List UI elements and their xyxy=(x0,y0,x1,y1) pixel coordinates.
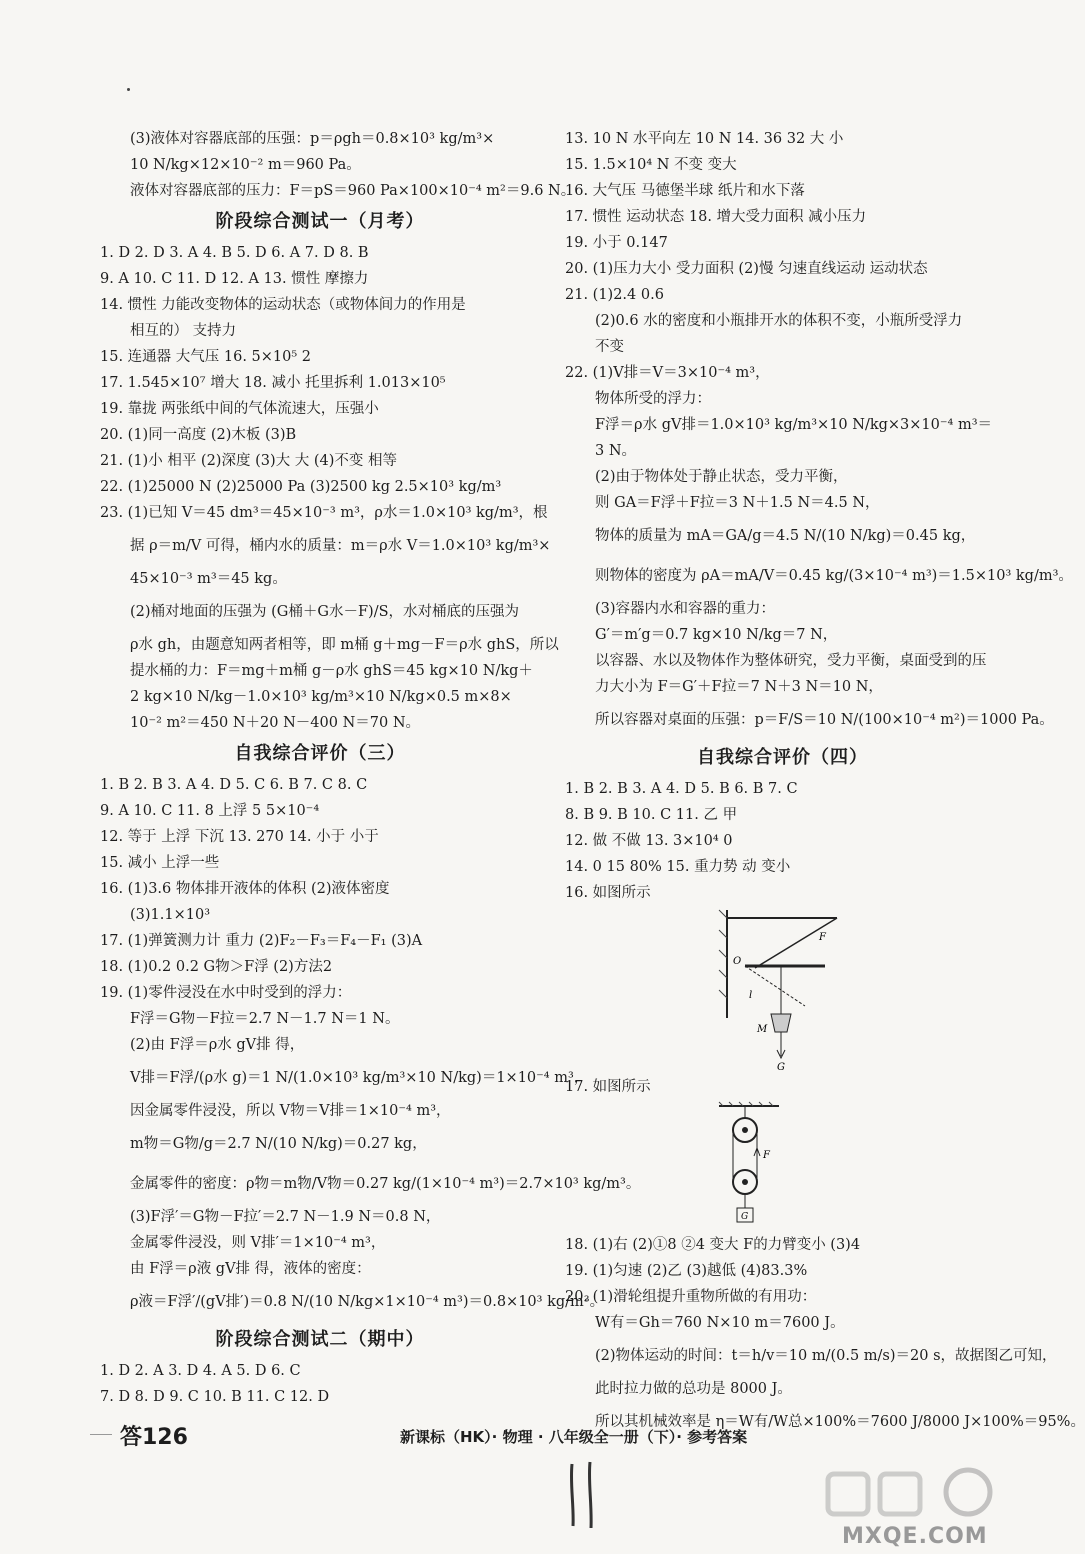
answer-line: (3)容器内水和容器的重力： xyxy=(595,601,776,617)
answer-line: 10 N/kg×12×10⁻² m＝960 Pa。 xyxy=(130,157,361,173)
answer-line: 21. (1)2.4 0.6 xyxy=(565,287,664,303)
answer-line: 由 F浮＝ρ液 gV排 得，液体的密度： xyxy=(130,1261,371,1277)
answer-line: 则 GA＝F浮＋F拉＝3 N＋1.5 N＝4.5 N， xyxy=(595,495,880,511)
answer-line: 力大小为 F＝G′＋F拉＝7 N＋3 N＝10 N， xyxy=(595,679,883,695)
answer-line: (3)液体对容器底部的压强：p＝ρgh＝0.8×10³ kg/m³× xyxy=(130,131,495,147)
watermark-text: MXQE.COM xyxy=(842,1524,988,1549)
answer-line: 18. (1)0.2 0.2 G物＞F浮 (2)方法2 xyxy=(100,959,333,975)
answer-line: 以容器、水以及物体作为整体研究，受力平衡，桌面受到的压 xyxy=(595,653,987,669)
force-label-f: F xyxy=(763,1150,770,1161)
handwritten-mark xyxy=(560,1460,610,1530)
answer-line: (2)0.6 水的密度和小瓶排开水的体积不变，小瓶所受浮力 xyxy=(595,313,963,329)
weight-label-g: G xyxy=(777,1062,785,1073)
answer-line: 液体对容器底部的压力：F＝pS＝960 Pa×100×10⁻⁴ m²＝9.6 N。 xyxy=(130,183,576,199)
pulley-diagram xyxy=(715,1100,795,1232)
force-label-f: F xyxy=(819,932,826,943)
answer-line: 22. (1)25000 N (2)25000 Pa (3)2500 kg 2.5×10³ kg/m³ xyxy=(100,479,502,495)
right-column xyxy=(565,126,1085,1442)
answer-line: 16. (1)3.6 物体排开液体的体积 (2)液体密度 xyxy=(100,881,390,897)
answer-line: 22. (1)V排＝V＝3×10⁻⁴ m³， xyxy=(565,365,770,381)
answer-line: ρ液＝F浮′/(gV排′)＝0.8 N/(10 N/kg×1×10⁻⁴ m³)＝0.8×10³ kg/m³。 xyxy=(130,1294,605,1310)
scan-speck xyxy=(127,88,130,91)
answer-line: 据 ρ＝m/V 可得，桶内水的质量：m＝ρ水 V＝1.0×10³ kg/m³× xyxy=(130,538,551,554)
section-title: 自我综合评价（四） xyxy=(697,747,868,768)
answer-line: (2)由于物体处于静止状态，受力平衡， xyxy=(595,469,848,485)
section-title: 阶段综合测试一（月考） xyxy=(215,211,425,232)
answer-line: 19. (1)匀速 (2)乙 (3)越低 (4)83.3% xyxy=(565,1263,808,1279)
answer-line: 10⁻² m²＝450 N＋20 N－400 N＝70 N。 xyxy=(130,715,421,731)
answer-line: 17. (1)弹簧测力计 重力 (2)F₂－F₃＝F₄－F₁ (3)A xyxy=(100,933,423,949)
answer-line: G′＝m′g＝0.7 kg×10 N/kg＝7 N， xyxy=(595,627,838,643)
answer-line: 20. (1)同一高度 (2)木板 (3)B xyxy=(100,427,297,443)
answer-line: (3)F浮′＝G物－F拉′＝2.7 N－1.9 N＝0.8 N， xyxy=(130,1209,441,1225)
answer-line: 2 kg×10 N/kg－1.0×10³ kg/m³×10 N/kg×0.5 m×8× xyxy=(130,689,512,705)
answer-line: 所以其机械效率是 η＝W有/W总×100%＝7600 J/8000 J×100%＝95%。 xyxy=(595,1414,1085,1430)
answer-line: (2)由 F浮＝ρ水 gV排 得， xyxy=(130,1037,305,1053)
answer-line: 1. B 2. B 3. A 4. D 5. B 6. B 7. C xyxy=(565,781,798,797)
answer-line: 20. (1)压力大小 受力面积 (2)慢 匀速直线运动 运动状态 xyxy=(565,261,928,277)
answer-line: 14. 0 15 80% 15. 重力势 动 变小 xyxy=(565,859,791,875)
answer-line: 17. 惯性 运动状态 18. 增大受力面积 减小压力 xyxy=(565,209,867,225)
answer-line: 45×10⁻³ m³＝45 kg。 xyxy=(130,571,287,587)
answer-line: W有＝Gh＝760 N×10 m＝7600 J。 xyxy=(595,1315,845,1331)
answer-line: 9. A 10. C 11. D 12. A 13. 惯性 摩擦力 xyxy=(100,271,369,287)
answer-line: 金属零件浸没，则 V排′＝1×10⁻⁴ m³， xyxy=(130,1235,386,1251)
answer-line: 20. (1)滑轮组提升重物所做的有用功： xyxy=(565,1289,817,1305)
answer-line: 23. (1)已知 V＝45 dm³＝45×10⁻³ m³，ρ水＝1.0×10³ kg/m³，根 xyxy=(100,505,548,521)
mass-label-m: M xyxy=(757,1024,768,1035)
weight-label-g: G xyxy=(741,1212,749,1222)
answer-line: 8. B 9. B 10. C 11. 乙 甲 xyxy=(565,807,738,823)
page-number: 答126 xyxy=(120,1420,188,1451)
answer-line: 1. D 2. D 3. A 4. B 5. D 6. A 7. D 8. B xyxy=(100,245,369,261)
answer-line: 9. A 10. C 11. 8 上浮 5 5×10⁻⁴ xyxy=(100,803,320,819)
answer-line: 3 N。 xyxy=(595,443,637,459)
answer-line: (2)物体运动的时间：t＝h/v＝10 m/(0.5 m/s)＝20 s，故据图乙可知， xyxy=(595,1348,1057,1364)
answer-line: m物＝G物/g＝2.7 N/(10 N/kg)＝0.27 kg， xyxy=(130,1136,427,1152)
book-title: 新课标（HK）· 物理 · 八年级全一册（下）· 参考答案 xyxy=(400,1428,748,1446)
answer-line: 此时拉力做的总功是 8000 J。 xyxy=(595,1381,792,1397)
answer-line: F浮＝G物－F拉＝2.7 N－1.7 N＝1 N。 xyxy=(130,1011,400,1027)
answer-line: 相互的） 支持力 xyxy=(130,323,237,339)
pulley-figure xyxy=(715,1100,1000,1232)
page-footer xyxy=(80,1420,960,1450)
answer-line: 21. (1)小 相平 (2)深度 (3)大 大 (4)不变 相等 xyxy=(100,453,397,469)
lever-figure xyxy=(715,906,1000,1074)
section-title: 自我综合评价（三） xyxy=(234,743,406,764)
answer-line: 提水桶的力：F＝mg＋m桶 g－ρ水 ghS＝45 kg×10 N/kg＋ xyxy=(130,663,533,679)
answer-line: 所以容器对桌面的压强：p＝F/S＝10 N/(100×10⁻⁴ m²)＝1000 Pa。 xyxy=(595,712,1054,728)
answer-line: 19. (1)零件浸没在水中时受到的浮力： xyxy=(100,985,352,1001)
section-title: 阶段综合测试二（期中） xyxy=(215,1329,425,1350)
answer-line: 15. 减小 上浮一些 xyxy=(100,855,220,871)
answer-line: 1. D 2. A 3. D 4. A 5. D 6. C xyxy=(100,1363,301,1379)
answer-line: 因金属零件浸没，所以 V物＝V排＝1×10⁻⁴ m³， xyxy=(130,1103,451,1119)
answer-line: 12. 做 不做 13. 3×10⁴ 0 xyxy=(565,833,733,849)
answer-line: 则物体的密度为 ρA＝mA/V＝0.45 kg/(3×10⁻⁴ m³)＝1.5×10³ kg/m³。 xyxy=(595,568,1073,584)
answer-line: 19. 小于 0.147 xyxy=(565,235,668,251)
answer-line: 16. 如图所示 xyxy=(565,885,651,901)
answer-line: 7. D 8. D 9. C 10. B 11. C 12. D xyxy=(100,1389,330,1405)
answer-line: F浮＝ρ水 gV排＝1.0×10³ kg/m³×10 N/kg×3×10⁻⁴ m³＝ xyxy=(595,417,993,433)
answer-line: ρ水 gh，由题意知两者相等，即 m桶 g＋mg－F＝ρ水 ghS，所以 xyxy=(130,637,559,653)
answer-line: 物体所受的浮力： xyxy=(595,391,711,407)
lever-arm-label: l xyxy=(749,990,753,1001)
answer-line: 金属零件的密度：ρ物＝m物/V物＝0.27 kg/(1×10⁻⁴ m³)＝2.7×10³ kg/m³。 xyxy=(130,1176,641,1192)
answer-line: 15. 1.5×10⁴ N 不变 变大 xyxy=(565,157,737,173)
answer-line: 物体的质量为 mA＝GA/g＝4.5 N/(10 N/kg)＝0.45 kg， xyxy=(595,528,976,544)
answer-line: (3)1.1×10³ xyxy=(130,907,211,923)
answer-line: 12. 等于 上浮 下沉 13. 270 14. 小于 小于 xyxy=(100,829,379,845)
pivot-label-o: O xyxy=(733,956,742,967)
answer-line: 1. B 2. B 3. A 4. D 5. C 6. B 7. C 8. C xyxy=(100,777,368,793)
answer-line: 19. 靠拢 两张纸中间的气体流速大，压强小 xyxy=(100,401,379,417)
answer-line: 15. 连通器 大气压 16. 5×10⁵ 2 xyxy=(100,349,312,365)
answer-line: 14. 惯性 力能改变物体的运动状态（或物体间力的作用是 xyxy=(100,297,466,313)
lever-diagram xyxy=(715,906,845,1074)
answer-line: 13. 10 N 水平向左 10 N 14. 36 32 大 小 xyxy=(565,131,844,147)
answer-line: 不变 xyxy=(595,339,624,355)
answer-line: 18. (1)右 (2)①8 ②4 变大 F的力臂变小 (3)4 xyxy=(565,1237,861,1253)
answer-line: (2)桶对地面的压强为 (G桶＋G水－F)/S，水对桶底的压强为 xyxy=(130,604,520,620)
answer-line: 17. 1.545×10⁷ 增大 18. 减小 托里拆利 1.013×10⁵ xyxy=(100,375,446,391)
answer-line: V排＝F浮/(ρ水 g)＝1 N/(1.0×10³ kg/m³×10 N/kg)＝1×10⁻⁴ m³， xyxy=(130,1070,589,1086)
answer-line: 16. 大气压 马德堡半球 纸片和水下落 xyxy=(565,183,805,199)
answer-line: 17. 如图所示 xyxy=(565,1079,651,1095)
